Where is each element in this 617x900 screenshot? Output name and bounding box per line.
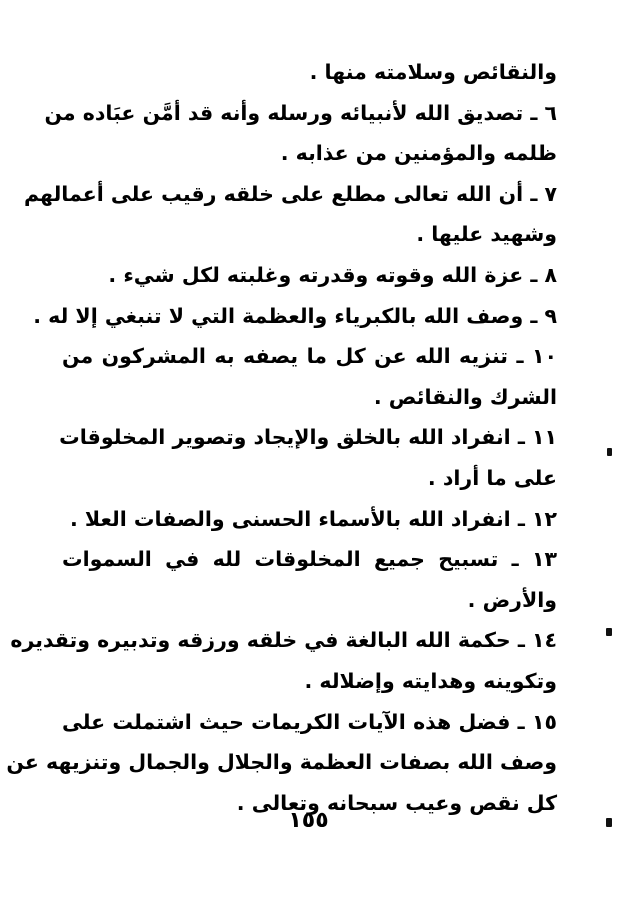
text-line: ٧ ـ أن الله تعالى مطلع على خلقه رقيب على أعمالهم: [23, 181, 557, 206]
scan-mark: [607, 448, 612, 456]
text-line: على ما أراد .: [427, 465, 557, 490]
text-line: ١٥ ـ فضل هذه الآيات الكريمات حيث اشتملت على: [62, 709, 557, 734]
text-line: ١٠ ـ تنزيه الله عن كل ما يصفه به المشركون من: [62, 344, 557, 369]
text-line: وصف الله بصفات العظمة والجلال والجمال وتنزيهه عن: [6, 750, 557, 775]
scan-mark: [606, 818, 612, 827]
page-body-text: [6, 52, 557, 823]
text-line: وشهيد عليها .: [416, 222, 557, 247]
text-line: ٩ ـ وصف الله بالكبرياء والعظمة التي لا تنبغي إلا له .: [33, 303, 557, 328]
text-line: والأرض .: [467, 587, 557, 612]
scan-mark: [606, 628, 612, 636]
text-line: ١٢ ـ انفراد الله بالأسماء الحسنى والصفات العلا .: [69, 506, 557, 531]
text-line: كل نقص وعيب سبحانه وتعالى .: [236, 790, 557, 815]
text-line: ١١ ـ انفراد الله بالخلق والإيجاد وتصوير المخلوقات: [59, 425, 557, 450]
text-line: الشرك والنقائص .: [373, 384, 557, 409]
text-line: والنقائص وسلامته منها .: [309, 60, 557, 84]
page-number: ١٥٥: [288, 808, 329, 833]
text-line: ٦ ـ تصديق الله لأنبيائه ورسله وأنه قد أمَّن عبَاده من: [44, 100, 557, 125]
text-line: ٨ ـ عزة الله وقوته وقدرته وغلبته لكل شيء .: [108, 262, 557, 287]
text-line: ظلمه والمؤمنين من عذابه .: [280, 141, 557, 166]
text-line: ١٤ ـ حكمة الله البالغة في خلقه ورزقه وتدبيره وتقديره: [10, 628, 557, 653]
text-line: وتكوينه وهدايته وإضلاله .: [304, 668, 557, 693]
text-line: ١٣ ـ تسبيح جميع المخلوقات لله في السموات: [62, 547, 557, 572]
